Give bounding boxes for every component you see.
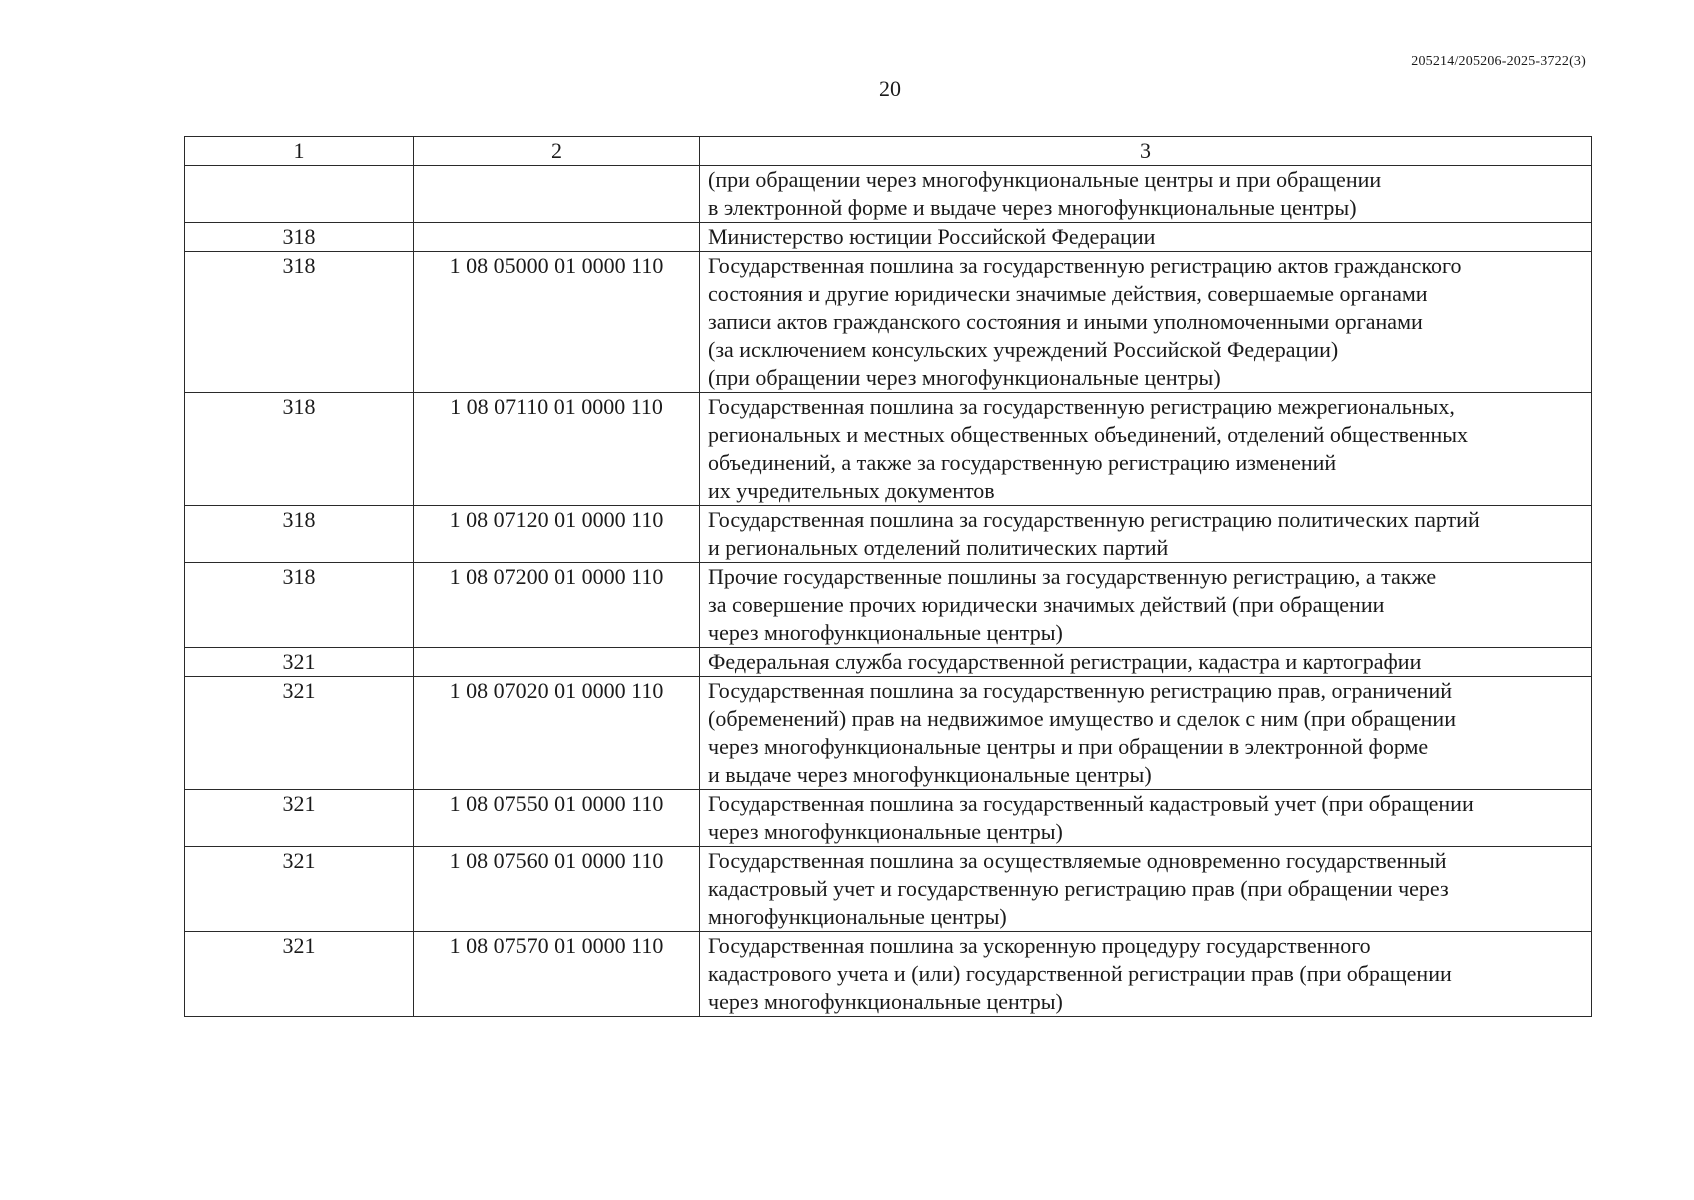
admin-code-cell: 321 <box>185 677 414 790</box>
description-cell <box>700 847 1592 932</box>
description-line: Государственная пошлина за ускоренную процедуру государственного <box>708 933 1371 958</box>
revenue-code-cell: 1 08 07110 01 0000 110 <box>414 393 700 506</box>
admin-code-cell: 318 <box>185 393 414 506</box>
description-line: за совершение прочих юридически значимых действий (при обращении <box>708 592 1385 617</box>
column-header-3: 3 <box>700 137 1592 166</box>
revenue-code-cell: 1 08 07120 01 0000 110 <box>414 506 700 563</box>
description-line: через многофункциональные центры) <box>708 819 1063 844</box>
header-row <box>185 137 1592 166</box>
description-line: и выдаче через многофункциональные центры) <box>708 762 1152 787</box>
description-line: Государственная пошлина за государственный кадастровый учет (при обращении <box>708 791 1474 816</box>
description-line: (при обращении через многофункциональные центры и при обращении <box>708 167 1382 192</box>
description-cell <box>700 252 1592 393</box>
table-body <box>185 166 1592 1017</box>
table-row <box>185 563 1592 648</box>
revenue-code-cell <box>414 223 700 252</box>
description-line: в электронной форме и выдаче через многофункциональные центры) <box>708 195 1357 220</box>
admin-code-cell: 318 <box>185 563 414 648</box>
description-line: Федеральная служба государственной регистрации, кадастра и картографии <box>708 649 1422 674</box>
description-line: Государственная пошлина за государственную регистрацию актов гражданского <box>708 253 1462 278</box>
table-row <box>185 932 1592 1017</box>
table-row <box>185 393 1592 506</box>
description-line: (обременений) прав на недвижимое имущество и сделок с ним (при обращении <box>708 706 1456 731</box>
table-header <box>185 137 1592 166</box>
table-row <box>185 648 1592 677</box>
revenue-code-cell: 1 08 05000 01 0000 110 <box>414 252 700 393</box>
description-line: многофункциональные центры) <box>708 904 1007 929</box>
description-cell <box>700 506 1592 563</box>
column-header-1: 1 <box>185 137 414 166</box>
description-line: объединений, а также за государственную регистрацию изменений <box>708 450 1337 475</box>
admin-code-cell: 321 <box>185 790 414 847</box>
description-line: Государственная пошлина за государственную регистрацию межрегиональных, <box>708 394 1455 419</box>
table-row <box>185 166 1592 223</box>
revenue-code-cell <box>414 648 700 677</box>
admin-code-cell: 318 <box>185 223 414 252</box>
table-row <box>185 252 1592 393</box>
description-cell <box>700 166 1592 223</box>
description-line: и региональных отделений политических партий <box>708 535 1169 560</box>
description-line: (при обращении через многофункциональные центры) <box>708 365 1221 390</box>
table-row <box>185 223 1592 252</box>
description-line: кадастрового учета и (или) государственной регистрации прав (при обращении <box>708 961 1452 986</box>
revenue-code-cell: 1 08 07550 01 0000 110 <box>414 790 700 847</box>
description-line: Министерство юстиции Российской Федерации <box>708 224 1156 249</box>
description-line: (за исключением консульских учреждений Российской Федерации) <box>708 337 1339 362</box>
admin-code-cell: 321 <box>185 648 414 677</box>
table-row <box>185 847 1592 932</box>
admin-code-cell: 318 <box>185 506 414 563</box>
description-cell <box>700 790 1592 847</box>
admin-code-cell: 321 <box>185 847 414 932</box>
description-cell <box>700 677 1592 790</box>
table-row <box>185 506 1592 563</box>
description-cell <box>700 223 1592 252</box>
revenue-code-cell: 1 08 07200 01 0000 110 <box>414 563 700 648</box>
description-line: кадастровый учет и государственную регистрацию прав (при обращении через <box>708 876 1449 901</box>
description-line: Прочие государственные пошлины за государственную регистрацию, а также <box>708 564 1437 589</box>
description-line: Государственная пошлина за государственную регистрацию политических партий <box>708 507 1480 532</box>
description-line: через многофункциональные центры) <box>708 620 1063 645</box>
description-cell <box>700 648 1592 677</box>
revenue-code-cell <box>414 166 700 223</box>
revenue-code-cell: 1 08 07020 01 0000 110 <box>414 677 700 790</box>
description-line: Государственная пошлина за осуществляемые одновременно государственный <box>708 848 1447 873</box>
revenue-code-cell: 1 08 07560 01 0000 110 <box>414 847 700 932</box>
description-line: состояния и другие юридически значимые действия, совершаемые органами <box>708 281 1428 306</box>
table-row <box>185 677 1592 790</box>
description-line: через многофункциональные центры и при обращении в электронной форме <box>708 734 1429 759</box>
description-cell <box>700 932 1592 1017</box>
description-cell <box>700 563 1592 648</box>
admin-code-cell <box>185 166 414 223</box>
description-line: записи актов гражданского состояния и иными уполномоченными органами <box>708 309 1423 334</box>
description-line: их учредительных документов <box>708 478 995 503</box>
column-header-2: 2 <box>414 137 700 166</box>
table-row <box>185 790 1592 847</box>
admin-code-cell: 318 <box>185 252 414 393</box>
fee-table <box>184 136 1592 1017</box>
revenue-code-cell: 1 08 07570 01 0000 110 <box>414 932 700 1017</box>
description-line: Государственная пошлина за государственную регистрацию прав, ограничений <box>708 678 1452 703</box>
description-line: региональных и местных общественных объединений, отделений общественных <box>708 422 1469 447</box>
description-cell <box>700 393 1592 506</box>
document-id: 205214/205206-2025-3722(3) <box>1411 54 1586 69</box>
page-number: 20 <box>879 76 901 101</box>
admin-code-cell: 321 <box>185 932 414 1017</box>
description-line: через многофункциональные центры) <box>708 989 1063 1014</box>
